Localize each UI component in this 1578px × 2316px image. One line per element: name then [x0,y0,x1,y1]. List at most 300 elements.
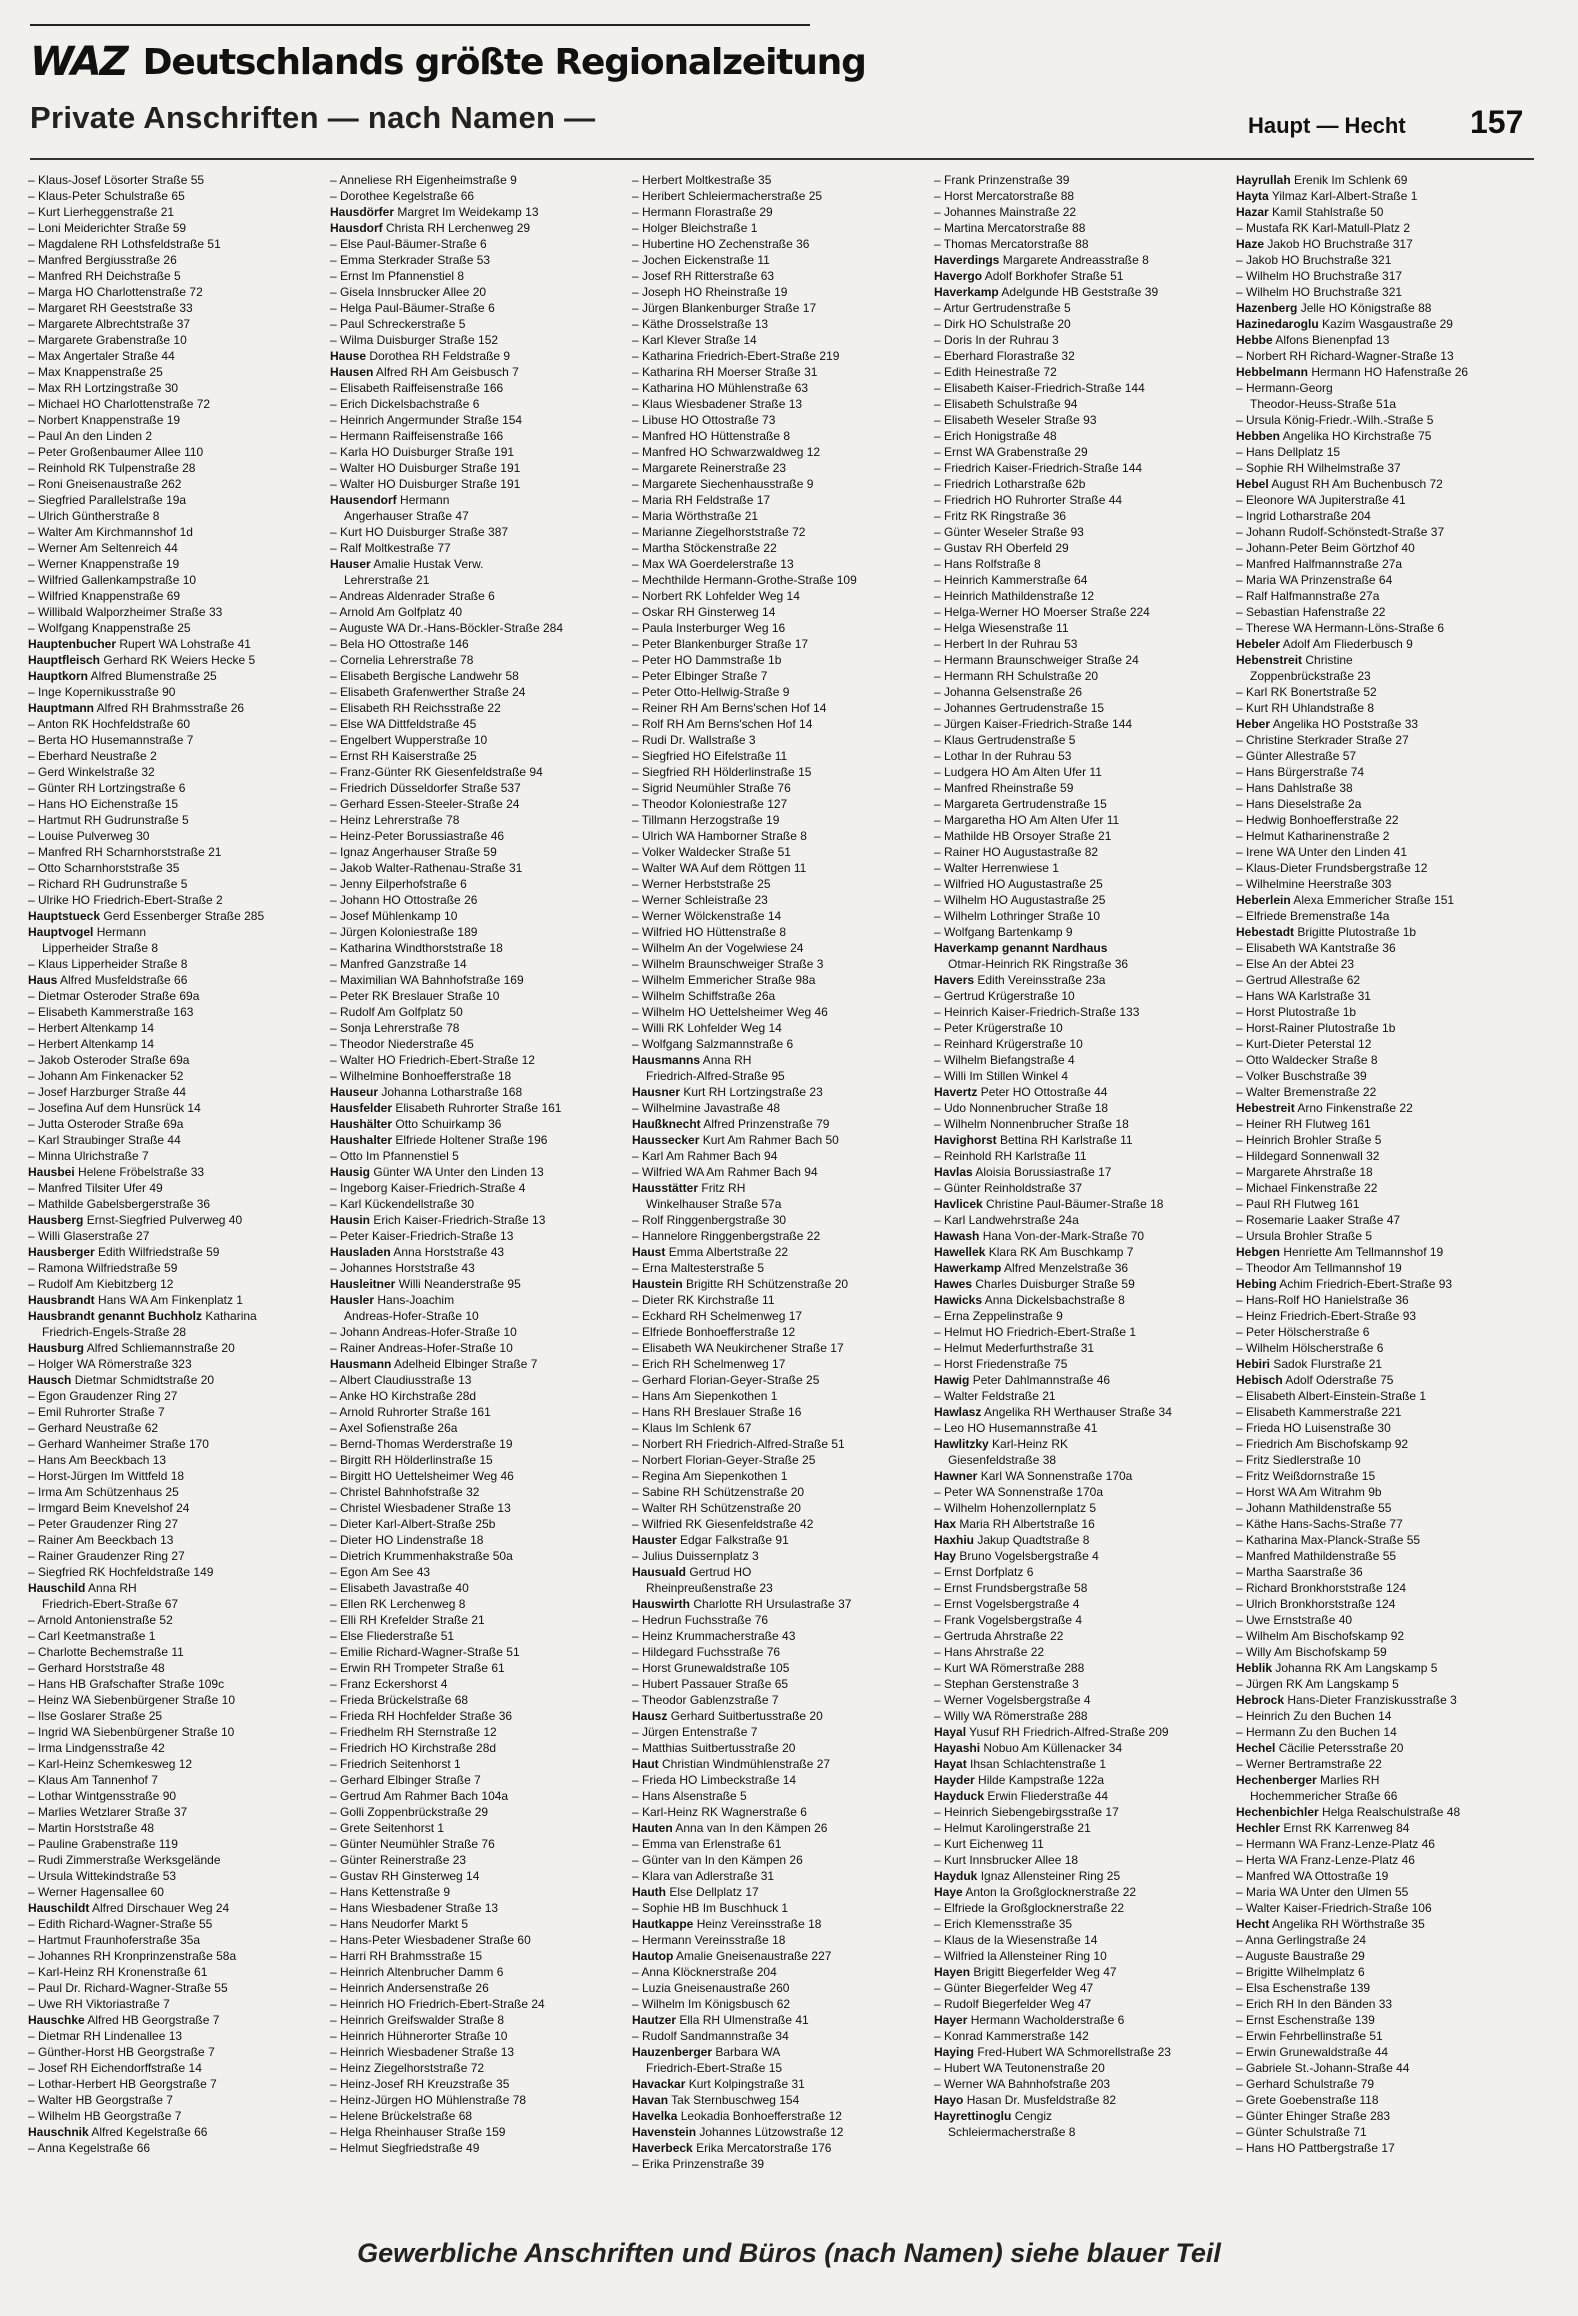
listing-entry [934,1708,1230,1724]
entry-text: – Elisabeth Raiffeisenstraße 166 [330,381,504,395]
listing-entry [28,1612,324,1628]
listing-entry [934,412,1230,428]
entry-text: – Heribert Schleiermacherstraße 25 [632,189,823,203]
listing-entry [1236,700,1532,716]
entry-text: – Heinrich Angermunder Straße 154 [330,413,523,427]
listing-entry [330,1852,626,1868]
listing-entry [330,1260,626,1276]
listing-entry [330,1484,626,1500]
listing-entry [1236,572,1532,588]
listing-entry [330,956,626,972]
entry-text: – Arnold Antonienstraße 52 [28,1613,173,1627]
listing-entry [28,1100,324,1116]
entry-text: – Hermann Zu den Buchen 14 [1236,1725,1397,1739]
entry-text: – Theodor Am Tellmannshof 19 [1236,1261,1402,1275]
entry-text: Günter WA Unter den Linden 13 [373,1165,544,1179]
surname: Hausbrandt [28,1293,95,1307]
listing-entry [632,1900,928,1916]
listing-entry [1236,1612,1532,1628]
listing-entry [632,284,928,300]
listing-entry [28,636,324,652]
listing-entry [330,1980,626,1996]
listing-entry [28,684,324,700]
entry-text: – Hans-Peter Wiesbadener Straße 60 [330,1933,531,1947]
listing-entry [330,812,626,828]
listing-entry [934,2124,1230,2140]
surname: Hebestreit [1236,1101,1295,1115]
entry-text: – Walter Herrenwiese 1 [934,861,1059,875]
surname: Hauster [632,1533,677,1547]
entry-text: – Manfred Halfmannstraße 27a [1236,557,1403,571]
listing-entry [632,716,928,732]
entry-text: – Gerhard Florian-Geyer-Straße 25 [632,1373,820,1387]
listing-entry [28,220,324,236]
entry-text: – Joseph HO Rheinstraße 19 [632,285,788,299]
entry-text: Jakup Quadtstraße 8 [977,1533,1090,1547]
entry-text: – Ursula König-Friedr.-Wilh.-Straße 5 [1236,413,1434,427]
entry-text: – Marga HO Charlottenstraße 72 [28,285,203,299]
listing-entry [632,1516,928,1532]
entry-text: – Jürgen RK Am Langskamp 5 [1236,1677,1399,1691]
entry-text: – Anna Kegelstraße 66 [28,2141,151,2155]
entry-text: – Maria WA Prinzenstraße 64 [1236,573,1393,587]
entry-text: – Karla HO Duisburger Straße 191 [330,445,515,459]
listing-entry [632,1068,928,1084]
listing-entry [1236,1228,1532,1244]
entry-text: – Walter RH Schützenstraße 20 [632,1501,801,1515]
listing-entry [934,1916,1230,1932]
surname: Hausleitner [330,1277,396,1291]
listing-entry [1236,1740,1532,1756]
entry-text: – Anna Gerlingstraße 24 [1236,1933,1367,1947]
entry-text: – Erich Honigstraße 48 [934,429,1057,443]
entry-text: – Manfred Mathildenstraße 55 [1236,1549,1397,1563]
listing-entry [632,1708,928,1724]
listing-entry [330,1324,626,1340]
listing-entry [330,988,626,1004]
entry-text: – Werner Vogelsbergstraße 4 [934,1693,1091,1707]
listing-entry [1236,1548,1532,1564]
entry-text: – Mathilde Gabelsbergerstraße 36 [28,1197,211,1211]
entry-text: – Maria Wörthstraße 21 [632,509,759,523]
listing-entry [28,908,324,924]
surname: Hawash [934,1229,980,1243]
entry-text: – Hermann RH Schulstraße 20 [934,669,1099,683]
entry-text: – Günter Allestraße 57 [1236,749,1357,763]
entry-text: – Ulrich Bronkhorststraße 124 [1236,1597,1396,1611]
entry-text: – Friedrich HO Kirchstraße 28d [330,1741,497,1755]
entry-text: – Loni Meiderichter Straße 59 [28,221,187,235]
entry-text: – Friedrich HO Ruhrorter Straße 44 [934,493,1123,507]
entry-text: – Emma Sterkrader Straße 53 [330,253,491,267]
listing-entry [330,172,626,188]
entry-text: – Manfred Tilsiter Ufer 49 [28,1181,163,1195]
listing-entry [28,892,324,908]
listing-entry [934,2092,1230,2108]
entry-text: – Günter RH Lortzingstraße 6 [28,781,186,795]
entry-text: – Horst Mercatorstraße 88 [934,189,1075,203]
surname: Hebrock [1236,1693,1285,1707]
listing-entry [28,1308,324,1324]
entry-text: – Günter van In den Kämpen 26 [632,1853,803,1867]
entry-text: – Matthias Suitbertusstraße 20 [632,1741,796,1755]
listing-entry [330,2060,626,2076]
entry-text: – Wilhelm HO Bruchstraße 317 [1236,269,1403,283]
entry-text: – Auguste WA Dr.-Hans-Böckler-Straße 284 [330,621,563,635]
entry-text: – Klaus Lipperheider Straße 8 [28,957,188,971]
listing-entry [934,2076,1230,2092]
entry-text: – Jenny Eilperhofstraße 6 [330,877,467,891]
entry-text: – Anna Klöcknerstraße 204 [632,1965,777,1979]
entry-text: – Ulrich WA Hamborner Straße 8 [632,829,807,843]
listing-entry [632,908,928,924]
listing-entry [330,2140,626,2156]
entry-text: – Peter Großenbaumer Allee 110 [28,445,204,459]
listing-entry [1236,1148,1532,1164]
listing-entry [934,2012,1230,2028]
entry-text: Dietmar Schmidtstraße 20 [74,1373,215,1387]
entry-text: Friedrich-Ebert-Straße 67 [42,1597,179,1611]
listing-entry [28,1916,324,1932]
entry-text: – Wilfried RK Giesenfeldstraße 42 [632,1517,814,1531]
listing-entry [632,172,928,188]
entry-text: Alfred RH Brahmsstraße 26 [96,701,245,715]
listing-entry [632,1452,928,1468]
listing-entry [1236,1468,1532,1484]
surname: Hauzenberger [632,2045,713,2059]
entry-text: – Wilhelm HO Bruchstraße 321 [1236,285,1403,299]
listing-entry [28,2060,324,2076]
listing-entry [632,1628,928,1644]
listing-entry [28,268,324,284]
listing-entry [28,620,324,636]
entry-text: – Herbert Altenkamp 14 [28,1037,155,1051]
listing-entry [28,1420,324,1436]
entry-text: – Friedrich Düsseldorfer Straße 537 [330,781,521,795]
entry-text: – Anneliese RH Eigenheimstraße 9 [330,173,517,187]
entry-text: – Mathilde HB Orsoyer Straße 21 [934,829,1112,843]
entry-text: – Gerhard Horststraße 48 [28,1661,165,1675]
entry-text: – Erwin RH Trompeter Straße 61 [330,1661,505,1675]
entry-text: Angelika HO Kirchstraße 75 [1282,429,1432,443]
entry-text: – Gerhard Essen-Steeler-Straße 24 [330,797,520,811]
entry-text: – Helmut Karolingerstraße 21 [934,1821,1091,1835]
entry-text: – Wilhelmine Heerstraße 303 [1236,877,1392,891]
entry-text: – Kurt HO Duisburger Straße 387 [330,525,509,539]
entry-text: – Christel Bahnhofstraße 32 [330,1485,480,1499]
surname: Haying [934,2045,975,2059]
surname: Hechenbichler [1236,1805,1319,1819]
entry-text: – Klaus Am Tannenhof 7 [28,1773,158,1787]
entry-text: – Manfred WA Ottostraße 19 [1236,1869,1389,1883]
listing-entry [934,876,1230,892]
surname: Hausuald [632,1565,687,1579]
entry-text: – Franz Eckershorst 4 [330,1677,448,1691]
entry-text: Hasan Dr. Musfeldstraße 82 [966,2093,1117,2107]
entry-text: – Walter Bremenstraße 22 [1236,1085,1377,1099]
listing-entry [934,1724,1230,1740]
entry-text: Nobuo Am Küllenacker 34 [983,1741,1123,1755]
listing-entry [330,1516,626,1532]
entry-text: – Walter HO Duisburger Straße 191 [330,461,521,475]
listing-entry [934,940,1230,956]
listing-entry [330,1964,626,1980]
listing-entry [28,1052,324,1068]
entry-text: Johanna Lotharstraße 168 [381,1085,523,1099]
entry-text: Kurt Am Rahmer Bach 50 [702,1133,839,1147]
listing-entry [934,1132,1230,1148]
listing-entry [1236,252,1532,268]
entry-text: Hana Von-der-Mark-Straße 70 [982,1229,1145,1243]
entry-text: – Margaret RH Geeststraße 33 [28,301,193,315]
entry-text: – Walter HO Duisburger Straße 191 [330,477,521,491]
entry-text: – Emilie Richard-Wagner-Straße 51 [330,1645,520,1659]
surname: Hayer [934,2013,968,2027]
entry-text: – Holger Bleichstraße 1 [632,221,758,235]
entry-text: Cäcilie Petersstraße 20 [1278,1741,1404,1755]
entry-text: – Christel Wiesbadener Straße 13 [330,1501,511,1515]
listing-entry [632,1292,928,1308]
entry-text: – Hans HO Eichenstraße 15 [28,797,179,811]
entry-text: – Johanna Gelsenstraße 26 [934,685,1083,699]
entry-text: – Else WA Dittfeldstraße 45 [330,717,477,731]
entry-text: – Siegfried RH Hölderlinstraße 15 [632,765,812,779]
entry-text: – Heiner RH Flutweg 161 [1236,1117,1371,1131]
listing-entry [1236,1196,1532,1212]
entry-text: – Heinz Krummacherstraße 43 [632,1629,796,1643]
entry-text: – Ilse Goslarer Straße 25 [28,1709,163,1723]
listing-entry [934,1212,1230,1228]
listing-entry [330,300,626,316]
surname: Hauptkorn [28,669,88,683]
entry-text: Gertrud HO [689,1565,752,1579]
listing-entry [934,556,1230,572]
listing-entry [934,2060,1230,2076]
entry-text: – Margaretha HO Am Alten Ufer 11 [934,813,1120,827]
listing-entry [934,956,1230,972]
entry-text: Karl WA Sonnenstraße 170a [980,1469,1133,1483]
entry-text: – Herbert Altenkamp 14 [28,1021,155,1035]
listing-entry [330,1388,626,1404]
entry-text: – Käthe Hans-Sachs-Straße 77 [1236,1517,1403,1531]
listing-entry [1236,1996,1532,2012]
listing-entry [934,1148,1230,1164]
entry-text: Erich Kaiser-Friedrich-Straße 13 [373,1213,546,1227]
surname: Hauschnik [28,2125,89,2139]
entry-text: – Charlotte Bechemstraße 11 [28,1645,184,1659]
entry-text: – Helga Paul-Bäumer-Straße 6 [330,301,495,315]
entry-text: – Karl Landwehrstraße 24a [934,1213,1079,1227]
listing-entry [28,1820,324,1836]
entry-text: – Wolfgang Salzmannstraße 6 [632,1037,794,1051]
listing-entry [1236,908,1532,924]
listing-entry [934,1340,1230,1356]
entry-text: – Josef Harzburger Straße 44 [28,1085,187,1099]
listing-entry [330,2092,626,2108]
listing-entry [632,1596,928,1612]
listing-entry [330,1900,626,1916]
entry-text: – Otto Waldecker Straße 8 [1236,1053,1378,1067]
entry-text: – Axel Sofienstraße 26a [330,1421,458,1435]
listing-entry [934,188,1230,204]
entry-text: Edgar Falkstraße 91 [680,1533,789,1547]
surname: Hauptfleisch [28,653,101,667]
listing-entry [1236,1564,1532,1580]
listing-entry [330,2012,626,2028]
entry-text: Gerd Essenberger Straße 285 [103,909,265,923]
entry-text: – Uwe RH Viktoriastraße 7 [28,1997,170,2011]
surname: Hauseur [330,1085,379,1099]
entry-text: – Johann Andreas-Hofer-Straße 10 [330,1325,517,1339]
entry-text: – Manfred Rheinstraße 59 [934,781,1074,795]
entry-text: – Rudolf Sandmannstraße 34 [632,2029,789,2043]
listing-entry [632,1484,928,1500]
entry-text: – Gisela Innsbrucker Allee 20 [330,285,487,299]
surname: Hausin [330,1213,371,1227]
surname: Hecht [1236,1917,1270,1931]
surname: Hebestadt [1236,925,1295,939]
entry-text: – Martha Stöckenstraße 22 [632,541,777,555]
entry-text: – Herbert In der Ruhrau 53 [934,637,1078,651]
entry-text: – Ernst Frundsbergstraße 58 [934,1581,1088,1595]
listing-entry [632,444,928,460]
entry-text: – Walter WA Auf dem Röttgen 11 [632,861,807,875]
entry-text: Erenik Im Schlenk 69 [1294,173,1408,187]
surname: Hausig [330,1165,371,1179]
entry-text: – Roni Gneisenaustraße 262 [28,477,182,491]
listing-entry [330,716,626,732]
entry-text: Hochemmericher Straße 66 [1250,1789,1398,1803]
listing-entry [1236,1692,1532,1708]
listing-entry [1236,1500,1532,1516]
entry-text: – Elli RH Krefelder Straße 21 [330,1613,485,1627]
listing-entry [1236,940,1532,956]
listing-entry [28,1404,324,1420]
listing-entry [1236,2044,1532,2060]
listing-entry [934,1948,1230,1964]
surname: Hausberger [28,1245,95,1259]
entry-text: – Horst WA Am Witrahm 9b [1236,1485,1382,1499]
entry-text: – Erich RH Schelmenweg 17 [632,1357,786,1371]
listing-entry [1236,524,1532,540]
listing-entry [28,1196,324,1212]
entry-text: – Heinrich Kaiser-Friedrich-Straße 133 [934,1005,1140,1019]
entry-text: – Johann Am Finkenacker 52 [28,1069,184,1083]
listing-entry [934,700,1230,716]
listing-entry [632,876,928,892]
listing-entry [934,1820,1230,1836]
listing-entry [330,1132,626,1148]
entry-text: – Willy WA Römerstraße 288 [934,1709,1088,1723]
listing-entry [1236,1884,1532,1900]
listing-column-4 [934,172,1236,2172]
listing-entry [632,188,928,204]
entry-text: – Werner Herbststraße 25 [632,877,771,891]
entry-text: – Katharina Windthorststraße 18 [330,941,503,955]
entry-text: – Wilfried Gallenkampstraße 10 [28,573,197,587]
listing-entry [28,1020,324,1036]
entry-text: – Elisabeth Javastraße 40 [330,1581,469,1595]
entry-text: – Hans Kettenstraße 9 [330,1885,451,1899]
entry-text: Hermann Wacholderstraße 6 [970,2013,1125,2027]
surname: Hauschild [28,1581,86,1595]
entry-text: – Michael HO Charlottenstraße 72 [28,397,211,411]
listing-entry [330,876,626,892]
listing-entry [934,1532,1230,1548]
entry-text: – Friedrich Seitenhorst 1 [330,1757,461,1771]
listing-entry [1236,1372,1532,1388]
surname: Hauten [632,1821,673,1835]
listing-entry [1236,876,1532,892]
listing-entry [1236,604,1532,620]
listing-entry [28,1628,324,1644]
section-title: Private Anschriften — nach Namen — [30,100,596,135]
entry-text: – Margarete Ahrstraße 18 [1236,1165,1373,1179]
listing-entry [934,1644,1230,1660]
surname: Havlas [934,1165,973,1179]
listing-entry [934,1180,1230,1196]
entry-text: – Friedhelm RH Sternstraße 12 [330,1725,497,1739]
listing-entry [934,1116,1230,1132]
listing-entry [934,572,1230,588]
listing-entry [28,1772,324,1788]
entry-text: Marlies RH [1320,1773,1380,1787]
entry-text: Ernst-Siegfried Pulverweg 40 [86,1213,243,1227]
entry-text: – Willi RK Lohfelder Weg 14 [632,1021,782,1035]
listing-entry [330,540,626,556]
entry-text: – Elisabeth RH Reichsstraße 22 [330,701,501,715]
listing-entry [28,1452,324,1468]
entry-text: – Helmut HO Friedrich-Ebert-Straße 1 [934,1325,1137,1339]
listing-entry [330,1292,626,1308]
entry-text: – Reiner RH Am Berns'schen Hof 14 [632,701,827,715]
entry-text: Margarete Andreasstraße 8 [1002,253,1149,267]
entry-text: – Frieda HO Luisenstraße 30 [1236,1421,1391,1435]
entry-text: Amalie Gneisenaustraße 227 [676,1949,832,1963]
listing-entry [330,1100,626,1116]
listing-entry [934,1468,1230,1484]
entry-text: – Hermann Vereinsstraße 18 [632,1933,786,1947]
entry-text: – Ernst Im Pfannenstiel 8 [330,269,465,283]
surname: Hebben [1236,429,1281,443]
listing-entry [934,1852,1230,1868]
listing-entry [934,1420,1230,1436]
entry-text: – Wilhelm Schiffstraße 26a [632,989,776,1003]
entry-text: – Helmut Siegfriedstraße 49 [330,2141,480,2155]
listing-entry [934,1068,1230,1084]
listing-entry [330,444,626,460]
listing-entry [632,204,928,220]
entry-text: – Karl Kückendellstraße 30 [330,1197,475,1211]
listing-entry [632,1084,928,1100]
listing-entry [934,2108,1230,2124]
listing-entry [1236,188,1532,204]
entry-text: Klara RK Am Buschkamp 7 [988,1245,1134,1259]
listing-entry [934,1036,1230,1052]
listing-entry [1236,1788,1532,1804]
listing-entry [1236,636,1532,652]
entry-text: – Rainer Graudenzer Ring 27 [28,1549,185,1563]
entry-text: – Frieda RH Hochfelder Straße 36 [330,1709,513,1723]
entry-text: – Elisabeth Schulstraße 94 [934,397,1078,411]
listing-entry [934,1164,1230,1180]
surname: Hauschke [28,2013,85,2027]
entry-text: – Jürgen Blankenburger Straße 17 [632,301,817,315]
listing-entry [934,1004,1230,1020]
entry-text: – Katharina RH Moerser Straße 31 [632,365,818,379]
listing-entry [934,364,1230,380]
entry-text: – Ernst RH Kaiserstraße 25 [330,749,477,763]
